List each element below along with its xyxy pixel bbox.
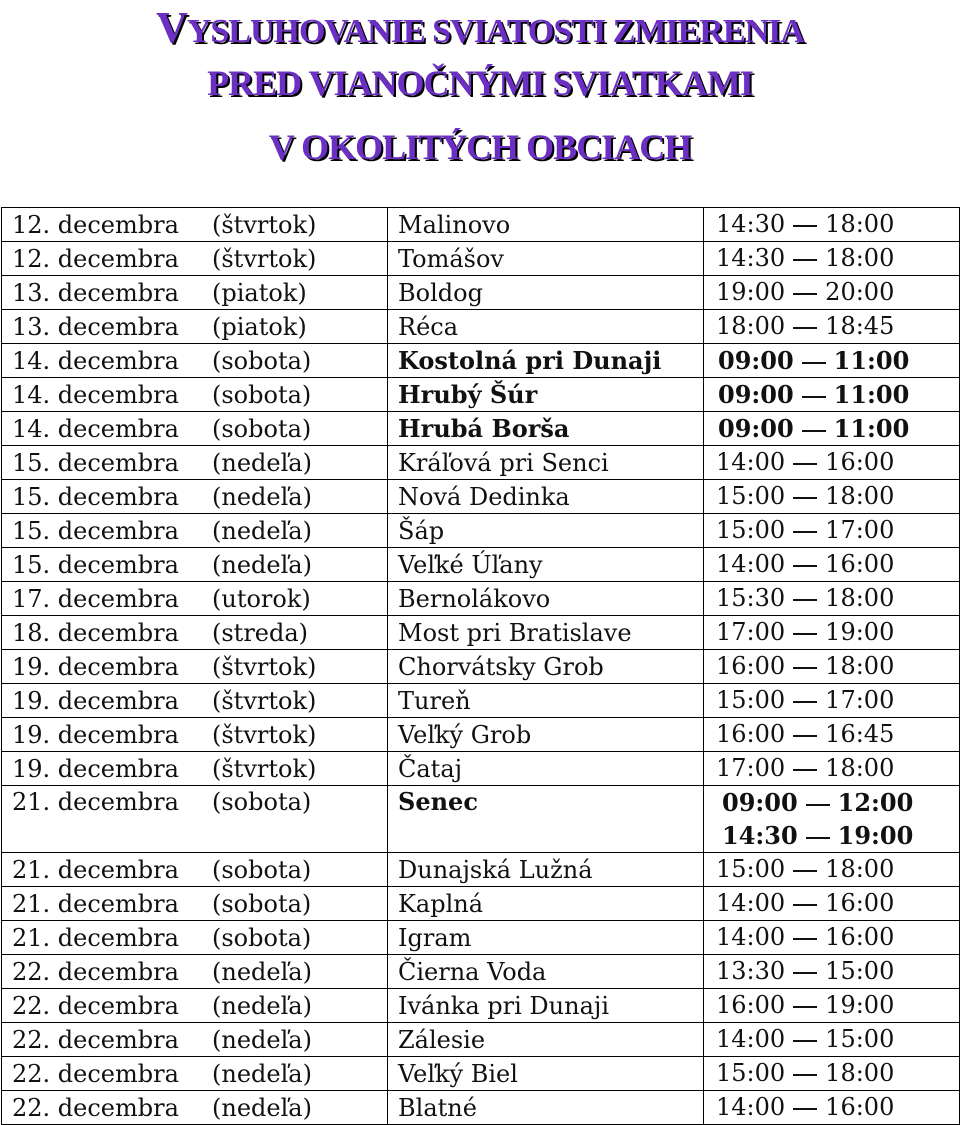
date-text: 22. decembra <box>12 991 179 1020</box>
start-time: 13:30 <box>716 957 786 985</box>
date-text: 22. decembra <box>12 1025 179 1054</box>
date-cell <box>2 752 388 786</box>
title-line-2: PRED VIANOČNÝMI SVIATKAMI <box>207 63 753 103</box>
place-cell: Chorvátsky Grob <box>388 650 704 684</box>
start-time: 14:00 <box>716 1025 786 1053</box>
date-text: 21. decembra <box>12 889 179 918</box>
time-cell <box>704 989 960 1023</box>
dash-separator <box>785 955 825 988</box>
time-cell <box>704 955 960 989</box>
time-range <box>716 1023 959 1056</box>
start-time: 16:00 <box>716 652 786 680</box>
place-cell: Bernolákovo <box>388 582 704 616</box>
place-cell: Dunajská Lužná <box>388 853 704 887</box>
end-time: 18:45 <box>825 312 895 340</box>
weekday-text: (nedeľa) <box>212 482 312 511</box>
time-cell <box>704 887 960 921</box>
date-cell <box>2 582 388 616</box>
time-cell <box>704 446 960 480</box>
table-row <box>2 446 960 480</box>
table-row <box>2 650 960 684</box>
page-title <box>0 0 960 207</box>
time-range <box>716 276 959 309</box>
dash-separator <box>785 853 825 886</box>
dash-separator <box>785 684 825 717</box>
dash-separator <box>794 344 834 377</box>
date-text: 14. decembra <box>12 380 179 409</box>
date-text: 13. decembra <box>12 312 179 341</box>
dash-separator <box>798 786 838 819</box>
date-cell <box>2 989 388 1023</box>
date-text: 19. decembra <box>12 754 179 783</box>
start-time: 17:00 <box>716 618 786 646</box>
dash-separator <box>794 378 834 411</box>
date-cell <box>2 616 388 650</box>
weekday-text: (nedeľa) <box>212 957 312 986</box>
dash-separator <box>785 582 825 615</box>
end-time: 18:00 <box>825 584 895 612</box>
date-cell <box>2 955 388 989</box>
end-time: 18:00 <box>825 1059 895 1087</box>
place-cell: Veľký Biel <box>388 1057 704 1091</box>
end-time: 16:00 <box>825 448 895 476</box>
table-row <box>2 514 960 548</box>
place-cell: Ivánka pri Dunaji <box>388 989 704 1023</box>
start-time: 09:00 <box>722 788 798 817</box>
date-text: 14. decembra <box>12 414 179 443</box>
date-text: 19. decembra <box>12 686 179 715</box>
time-cell <box>704 276 960 310</box>
date-text: 15. decembra <box>12 516 179 545</box>
date-text: 14. decembra <box>12 346 179 375</box>
weekday-text: (štvrtok) <box>212 652 317 681</box>
weekday-text: (sobota) <box>212 346 312 375</box>
place-cell: Kaplná <box>388 887 704 921</box>
table-row <box>2 582 960 616</box>
weekday-text: (sobota) <box>212 923 312 952</box>
date-text: 19. decembra <box>12 652 179 681</box>
time-range <box>716 1091 959 1124</box>
start-time: 15:00 <box>716 686 786 714</box>
dash-separator <box>785 1057 825 1090</box>
place-cell: Kráľová pri Senci <box>388 446 704 480</box>
date-text: 15. decembra <box>12 482 179 511</box>
end-time: 18:00 <box>825 482 895 510</box>
dash-separator <box>785 616 825 649</box>
time-cell <box>704 1023 960 1057</box>
date-text: 22. decembra <box>12 1093 179 1122</box>
place-cell: Tureň <box>388 684 704 718</box>
date-cell <box>2 446 388 480</box>
start-time: 09:00 <box>718 380 794 409</box>
time-range <box>716 989 959 1022</box>
end-time: 19:00 <box>825 618 895 646</box>
time-range <box>716 718 959 751</box>
start-time: 15:00 <box>716 855 786 883</box>
date-cell <box>2 1057 388 1091</box>
time-range <box>716 853 959 886</box>
time-range <box>716 208 959 241</box>
end-time: 18:00 <box>825 210 895 238</box>
date-cell <box>2 1023 388 1057</box>
weekday-text: (nedeľa) <box>212 991 312 1020</box>
time-cell <box>704 684 960 718</box>
date-text: 18. decembra <box>12 618 179 647</box>
weekday-text: (štvrtok) <box>212 210 317 239</box>
time-cell <box>704 378 960 412</box>
time-cell <box>704 344 960 378</box>
end-time: 18:00 <box>825 754 895 782</box>
date-text: 12. decembra <box>12 210 179 239</box>
start-time: 14:00 <box>716 923 786 951</box>
table-row <box>2 378 960 412</box>
dash-separator <box>785 718 825 751</box>
time-cell <box>704 514 960 548</box>
date-cell <box>2 514 388 548</box>
table-row <box>2 412 960 446</box>
time-cell <box>704 786 960 853</box>
start-time: 14:30 <box>716 210 786 238</box>
end-time: 16:00 <box>825 923 895 951</box>
date-text: 21. decembra <box>12 788 179 816</box>
dash-separator <box>785 276 825 309</box>
end-time: 17:00 <box>825 686 895 714</box>
end-time: 15:00 <box>825 957 895 985</box>
table-row <box>2 616 960 650</box>
date-text: 19. decembra <box>12 720 179 749</box>
end-time: 15:00 <box>825 1025 895 1053</box>
date-cell <box>2 718 388 752</box>
place-cell: Kostolná pri Dunaji <box>388 344 704 378</box>
place-cell: Blatné <box>388 1091 704 1125</box>
title-line-3: V OKOLITÝCH OBCIACH <box>268 127 692 167</box>
table-row <box>2 548 960 582</box>
end-time: 16:00 <box>825 550 895 578</box>
place-cell: Boldog <box>388 276 704 310</box>
table-row <box>2 1023 960 1057</box>
time-range <box>718 378 959 411</box>
time-range <box>718 344 959 377</box>
weekday-text: (sobota) <box>212 855 312 884</box>
table-row <box>2 208 960 242</box>
weekday-text: (piatok) <box>212 312 307 341</box>
weekday-text: (štvrtok) <box>212 720 317 749</box>
date-cell <box>2 344 388 378</box>
dash-separator <box>785 752 825 785</box>
place-cell: Most pri Bratislave <box>388 616 704 650</box>
date-cell <box>2 786 388 853</box>
dash-separator <box>785 242 825 275</box>
time-cell <box>704 582 960 616</box>
time-cell <box>704 548 960 582</box>
start-time: 17:00 <box>716 754 786 782</box>
time-range <box>716 446 959 479</box>
time-cell <box>704 718 960 752</box>
end-time: 17:00 <box>825 516 895 544</box>
time-range <box>722 786 959 819</box>
time-range <box>716 582 959 615</box>
start-time: 14:00 <box>716 448 786 476</box>
place-cell: Hrubý Šúr <box>388 378 704 412</box>
weekday-text: (nedeľa) <box>212 516 312 545</box>
date-text: 22. decembra <box>12 957 179 986</box>
start-time: 15:00 <box>716 1059 786 1087</box>
table-row <box>2 853 960 887</box>
start-time: 15:30 <box>716 584 786 612</box>
date-cell <box>2 853 388 887</box>
date-cell <box>2 378 388 412</box>
start-time: 18:00 <box>716 312 786 340</box>
start-time: 14:00 <box>716 550 786 578</box>
weekday-text: (nedeľa) <box>212 1059 312 1088</box>
weekday-text: (sobota) <box>212 414 312 443</box>
time-range <box>716 242 959 275</box>
place-cell: Nová Dedinka <box>388 480 704 514</box>
time-cell <box>704 480 960 514</box>
start-time: 16:00 <box>716 991 786 1019</box>
table-row <box>2 989 960 1023</box>
date-cell <box>2 650 388 684</box>
date-cell <box>2 412 388 446</box>
table-row <box>2 786 960 853</box>
date-cell <box>2 887 388 921</box>
weekday-text: (sobota) <box>212 889 312 918</box>
time-range <box>716 310 959 343</box>
time-cell <box>704 650 960 684</box>
time-cell <box>704 310 960 344</box>
place-cell: Zálesie <box>388 1023 704 1057</box>
end-time: 18:00 <box>825 244 895 272</box>
date-cell <box>2 548 388 582</box>
start-time: 09:00 <box>718 346 794 375</box>
table-row <box>2 752 960 786</box>
place-cell: Šáp <box>388 514 704 548</box>
dash-separator <box>785 208 825 241</box>
start-time: 14:00 <box>716 889 786 917</box>
weekday-text: (nedeľa) <box>212 448 312 477</box>
place-cell: Veľký Grob <box>388 718 704 752</box>
dash-separator <box>794 412 834 445</box>
weekday-text: (utorok) <box>212 584 311 613</box>
date-cell <box>2 242 388 276</box>
table-row <box>2 921 960 955</box>
time-range <box>716 684 959 717</box>
date-cell <box>2 1091 388 1125</box>
place-cell: Senec <box>388 786 704 853</box>
place-cell: Tomášov <box>388 242 704 276</box>
start-time: 14:30 <box>716 244 786 272</box>
start-time: 09:00 <box>718 414 794 443</box>
date-cell <box>2 921 388 955</box>
end-time: 16:45 <box>825 720 895 748</box>
dash-separator <box>785 1091 825 1124</box>
confession-schedule-table <box>1 207 960 1125</box>
time-range <box>716 921 959 954</box>
date-text: 22. decembra <box>12 1059 179 1088</box>
time-range <box>716 887 959 920</box>
end-time: 19:00 <box>837 821 914 850</box>
date-text: 21. decembra <box>12 923 179 952</box>
time-range <box>716 616 959 649</box>
time-cell <box>704 853 960 887</box>
date-text: 15. decembra <box>12 448 179 477</box>
time-range <box>718 412 959 445</box>
weekday-text: (štvrtok) <box>212 686 317 715</box>
weekday-text: (nedeľa) <box>212 1093 312 1122</box>
time-range <box>716 548 959 581</box>
time-range <box>716 752 959 785</box>
start-time: 14:00 <box>716 1093 786 1121</box>
time-cell <box>704 208 960 242</box>
table-row <box>2 684 960 718</box>
start-time: 15:00 <box>716 482 786 510</box>
date-cell <box>2 276 388 310</box>
date-text: 21. decembra <box>12 855 179 884</box>
dash-separator <box>785 310 825 343</box>
date-cell <box>2 208 388 242</box>
time-cell <box>704 412 960 446</box>
title-initial: V <box>156 3 187 52</box>
place-cell: Čierna Voda <box>388 955 704 989</box>
table-row <box>2 310 960 344</box>
time-cell <box>704 242 960 276</box>
time-cell <box>704 1091 960 1125</box>
dash-separator <box>785 446 825 479</box>
title-line-1-rest: YSLUHOVANIE SVIATOSTI ZMIERENIA <box>186 13 804 50</box>
end-time: 11:00 <box>833 414 910 443</box>
dash-separator <box>785 480 825 513</box>
dash-separator <box>798 819 838 852</box>
place-cell: Veľké Úľany <box>388 548 704 582</box>
end-time: 20:00 <box>825 278 895 306</box>
table-row <box>2 242 960 276</box>
time-range <box>716 650 959 683</box>
date-cell <box>2 480 388 514</box>
table-row <box>2 480 960 514</box>
weekday-text: (streda) <box>212 618 309 647</box>
place-cell: Réca <box>388 310 704 344</box>
dash-separator <box>785 650 825 683</box>
table-row <box>2 1057 960 1091</box>
place-cell: Malinovo <box>388 208 704 242</box>
table-row <box>2 955 960 989</box>
end-time: 19:00 <box>825 991 895 1019</box>
time-range <box>716 1057 959 1090</box>
time-range <box>716 480 959 513</box>
time-range <box>722 819 959 852</box>
weekday-text: (piatok) <box>212 278 307 307</box>
time-cell <box>704 921 960 955</box>
end-time: 16:00 <box>825 889 895 917</box>
table-row <box>2 276 960 310</box>
time-cell <box>704 1057 960 1091</box>
date-text: 15. decembra <box>12 550 179 579</box>
end-time: 11:00 <box>833 346 910 375</box>
dash-separator <box>785 887 825 920</box>
dash-separator <box>785 989 825 1022</box>
start-time: 14:30 <box>722 821 798 850</box>
table-row <box>2 718 960 752</box>
place-cell: Hrubá Borša <box>388 412 704 446</box>
date-cell <box>2 310 388 344</box>
place-cell: Čataj <box>388 752 704 786</box>
weekday-text: (nedeľa) <box>212 1025 312 1054</box>
end-time: 18:00 <box>825 652 895 680</box>
time-cell <box>704 752 960 786</box>
date-cell <box>2 684 388 718</box>
end-time: 18:00 <box>825 855 895 883</box>
table-row <box>2 1091 960 1125</box>
date-text: 17. decembra <box>12 584 179 613</box>
weekday-text: (sobota) <box>212 788 312 816</box>
weekday-text: (nedeľa) <box>212 550 312 579</box>
start-time: 19:00 <box>716 278 786 306</box>
title-line-1 <box>0 2 960 53</box>
date-text: 13. decembra <box>12 278 179 307</box>
dash-separator <box>785 548 825 581</box>
weekday-text: (štvrtok) <box>212 244 317 273</box>
end-time: 16:00 <box>825 1093 895 1121</box>
start-time: 16:00 <box>716 720 786 748</box>
time-range <box>716 955 959 988</box>
place-cell: Igram <box>388 921 704 955</box>
weekday-text: (sobota) <box>212 380 312 409</box>
end-time: 12:00 <box>837 788 914 817</box>
weekday-text: (štvrtok) <box>212 754 317 783</box>
time-cell <box>704 616 960 650</box>
table-row <box>2 887 960 921</box>
end-time: 11:00 <box>833 380 910 409</box>
dash-separator <box>785 1023 825 1056</box>
start-time: 15:00 <box>716 516 786 544</box>
dash-separator <box>785 514 825 547</box>
date-text: 12. decembra <box>12 244 179 273</box>
time-range <box>716 514 959 547</box>
table-row <box>2 344 960 378</box>
dash-separator <box>785 921 825 954</box>
